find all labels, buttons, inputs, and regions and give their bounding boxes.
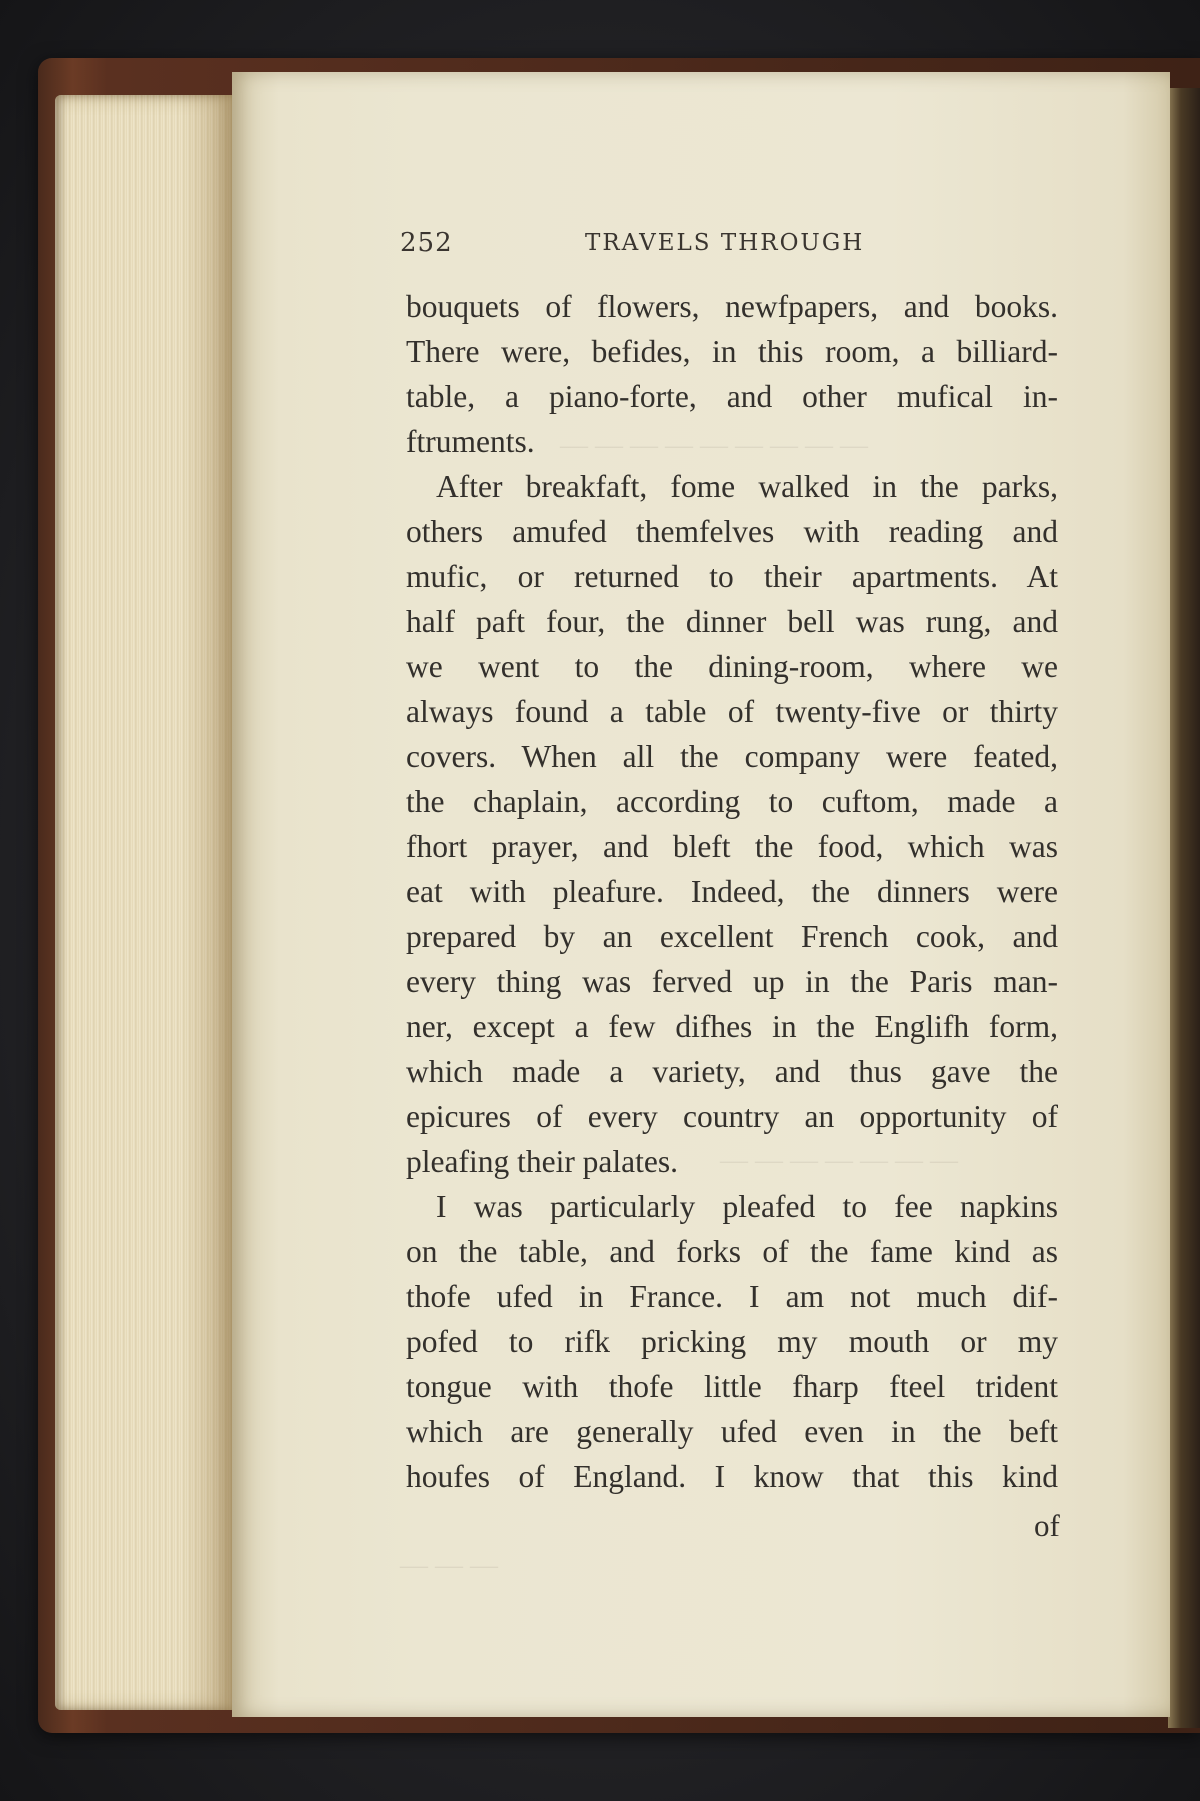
text-line: eat with pleafure. Indeed, the dinners were bbox=[406, 874, 1058, 909]
text-line: I was particularly pleafed to fee napkins bbox=[436, 1189, 1058, 1224]
page-edges bbox=[55, 95, 235, 1710]
text-line: epicures of every country an opportunity of bbox=[406, 1099, 1058, 1134]
text-line: every thing was ferved up in the Paris man- bbox=[406, 964, 1058, 999]
page-header bbox=[400, 228, 960, 268]
text-line: pleafing their palates. bbox=[406, 1144, 679, 1179]
text-line: ftruments. bbox=[406, 424, 535, 459]
text-line: houfes of England. I know that this kind bbox=[406, 1459, 1058, 1494]
page-number: 252 bbox=[400, 228, 453, 258]
text-line: fhort prayer, and bleft the food, which was bbox=[406, 829, 1058, 864]
text-line: prepared by an excellent French cook, and bbox=[406, 919, 1058, 954]
text-line: tongue with thofe little fharp fteel trident bbox=[406, 1369, 1058, 1404]
text-line: After breakfaft, fome walked in the parks, bbox=[436, 469, 1058, 504]
text-line: the chaplain, according to cuftom, made a bbox=[406, 784, 1058, 819]
text-line: which are generally ufed even in the beft bbox=[406, 1414, 1058, 1449]
text-line: covers. When all the company were feated, bbox=[406, 739, 1058, 774]
show-through: — — — — — — — — — bbox=[560, 430, 868, 461]
show-through: — — — — — — — bbox=[720, 1145, 958, 1176]
text-line: mufic, or returned to their apartments. At bbox=[406, 559, 1058, 594]
spine-edge bbox=[1168, 88, 1200, 1728]
text-line: on the table, and forks of the fame kind as bbox=[406, 1234, 1058, 1269]
text-line: which made a variety, and thus gave the bbox=[406, 1054, 1058, 1089]
text-line: There were, befides, in this room, a billiard- bbox=[406, 334, 1058, 369]
running-head: TRAVELS THROUGH bbox=[585, 230, 865, 256]
text-line: we went to the dining-room, where we bbox=[406, 649, 1058, 684]
text-line: others amufed themfelves with reading and bbox=[406, 514, 1058, 549]
text-line: thofe ufed in France. I am not much dif- bbox=[406, 1279, 1058, 1314]
text-line: ner, except a few difhes in the Englifh form, bbox=[406, 1009, 1058, 1044]
body-text bbox=[406, 284, 1058, 1499]
text-line: bouquets of flowers, newfpapers, and books. bbox=[406, 289, 1058, 324]
text-line: pofed to rifk pricking my mouth or my bbox=[406, 1324, 1058, 1359]
show-through: — — — bbox=[400, 1550, 498, 1581]
text-line: table, a piano-forte, and other mufical in- bbox=[406, 379, 1058, 414]
text-line: half paft four, the dinner bell was rung, and bbox=[406, 604, 1058, 639]
catchword: of bbox=[1034, 1508, 1060, 1543]
text-line: always found a table of twenty-five or thirty bbox=[406, 694, 1058, 729]
